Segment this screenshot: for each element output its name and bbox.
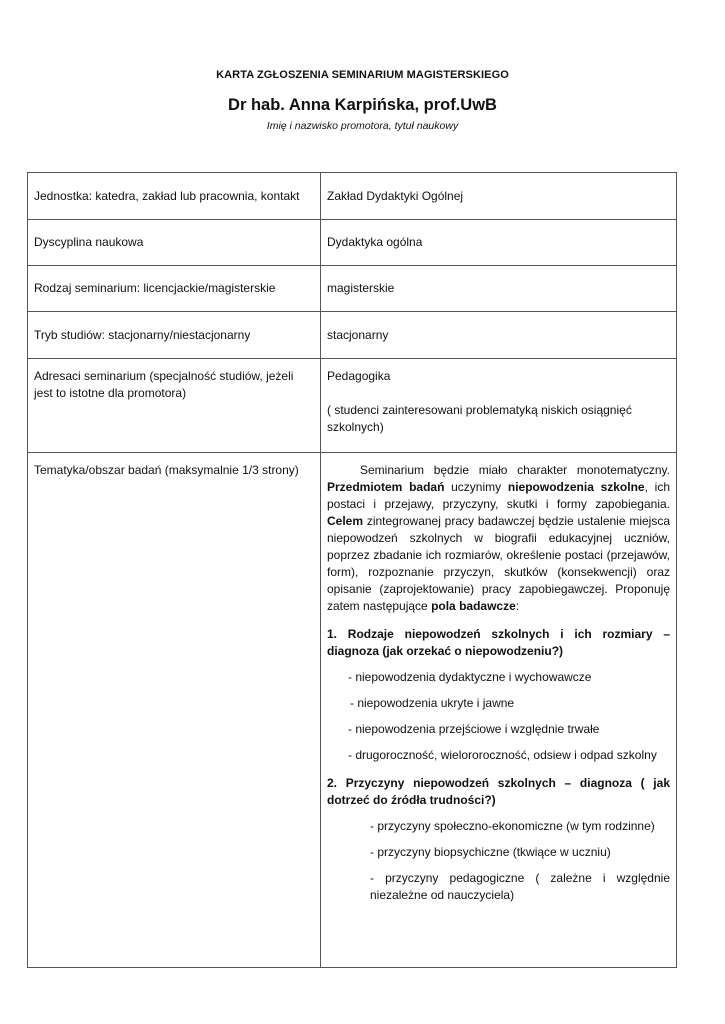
table-row xyxy=(28,266,677,312)
list-item: - przyczyny społeczno-ekonomiczne (w tym rodzinne) xyxy=(370,819,655,833)
list-item: - niepowodzenia przejściowe i względnie trwałe xyxy=(348,722,600,736)
row-value-cell xyxy=(321,359,677,453)
section-2-title: 2. Przyczyny niepowodzeń szkolnych – diagnoza ( jak dotrzeć do źródła trudności?) xyxy=(327,776,670,807)
topic-cell xyxy=(321,453,677,968)
table-row xyxy=(28,312,677,359)
row-label: Dyscyplina naukowa xyxy=(28,220,321,266)
row-label: Adresaci seminarium (specjalność studiów, jeżeli jest to istotne dla promotora) xyxy=(28,359,321,453)
table-row xyxy=(28,220,677,266)
form-title: KARTA ZGŁOSZENIA SEMINARIUM MAGISTERSKIEGO xyxy=(216,69,509,81)
row-value: magisterskie xyxy=(321,266,677,312)
row-label: Rodzaj seminarium: licencjackie/magisterskie xyxy=(28,266,321,312)
row-value: Zakład Dydaktyki Ogólnej xyxy=(321,173,677,220)
list-item: - niepowodzenia dydaktyczne i wychowawcze xyxy=(348,670,592,684)
list-item: - niepowodzenia ukryte i jawne xyxy=(350,696,515,710)
row-value-note: ( studenci zainteresowani problematyką niskich osiągnięć szkolnych) xyxy=(327,403,632,434)
table-row xyxy=(28,453,677,968)
table-row xyxy=(28,173,677,220)
row-label: Tryb studiów: stacjonarny/niestacjonarny xyxy=(28,312,321,359)
topic-description: Seminarium będzie miało charakter monotematyczny. Przedmiotem badań uczynimy niepowodzenia szkolne, ich postaci i przejawy, przyczyny, skutki i formy zapobiegania. Celem zintegrowanej pracy badawczej będzie ustalenie miejsca niepowodzeń szkolnych w biografii edukacyjnej uczniów, poprzez zbadanie ich rozmiarów, określenie postaci (przejawów, form), rozpoznanie przyczyn, skutków (konsekwencji) oraz opisanie (zaprojektowanie) pracy zapobiegawczej. Proponuję zatem następujące pola badawcze: xyxy=(327,463,670,613)
row-label: Jednostka: katedra, zakład lub pracownia, kontakt xyxy=(28,173,321,220)
list-item: - drugoroczność, wielororoczność, odsiew i odpad szkolny xyxy=(348,748,657,762)
promoter-caption: Imię i nazwisko promotora, tytuł naukowy xyxy=(266,120,459,132)
seminar-form-table xyxy=(27,172,677,968)
section-1-title: 1. Rodzaje niepowodzeń szkolnych i ich rozmiary – diagnoza (jak orzekać o niepowodzeniu?) xyxy=(327,627,670,658)
list-item: - przyczyny biopsychiczne (tkwiące w uczniu) xyxy=(370,845,611,859)
row-label: Tematyka/obszar badań (maksymalnie 1/3 strony) xyxy=(28,453,321,968)
table-row xyxy=(28,359,677,453)
row-value: Pedagogika xyxy=(327,369,391,383)
list-item: - przyczyny pedagogiczne ( zależne i względnie niezależne od nauczyciela) xyxy=(370,871,670,902)
promoter-name: Dr hab. Anna Karpińska, prof.UwB xyxy=(228,96,497,114)
row-value: Dydaktyka ogólna xyxy=(321,220,677,266)
row-value: stacjonarny xyxy=(321,312,677,359)
